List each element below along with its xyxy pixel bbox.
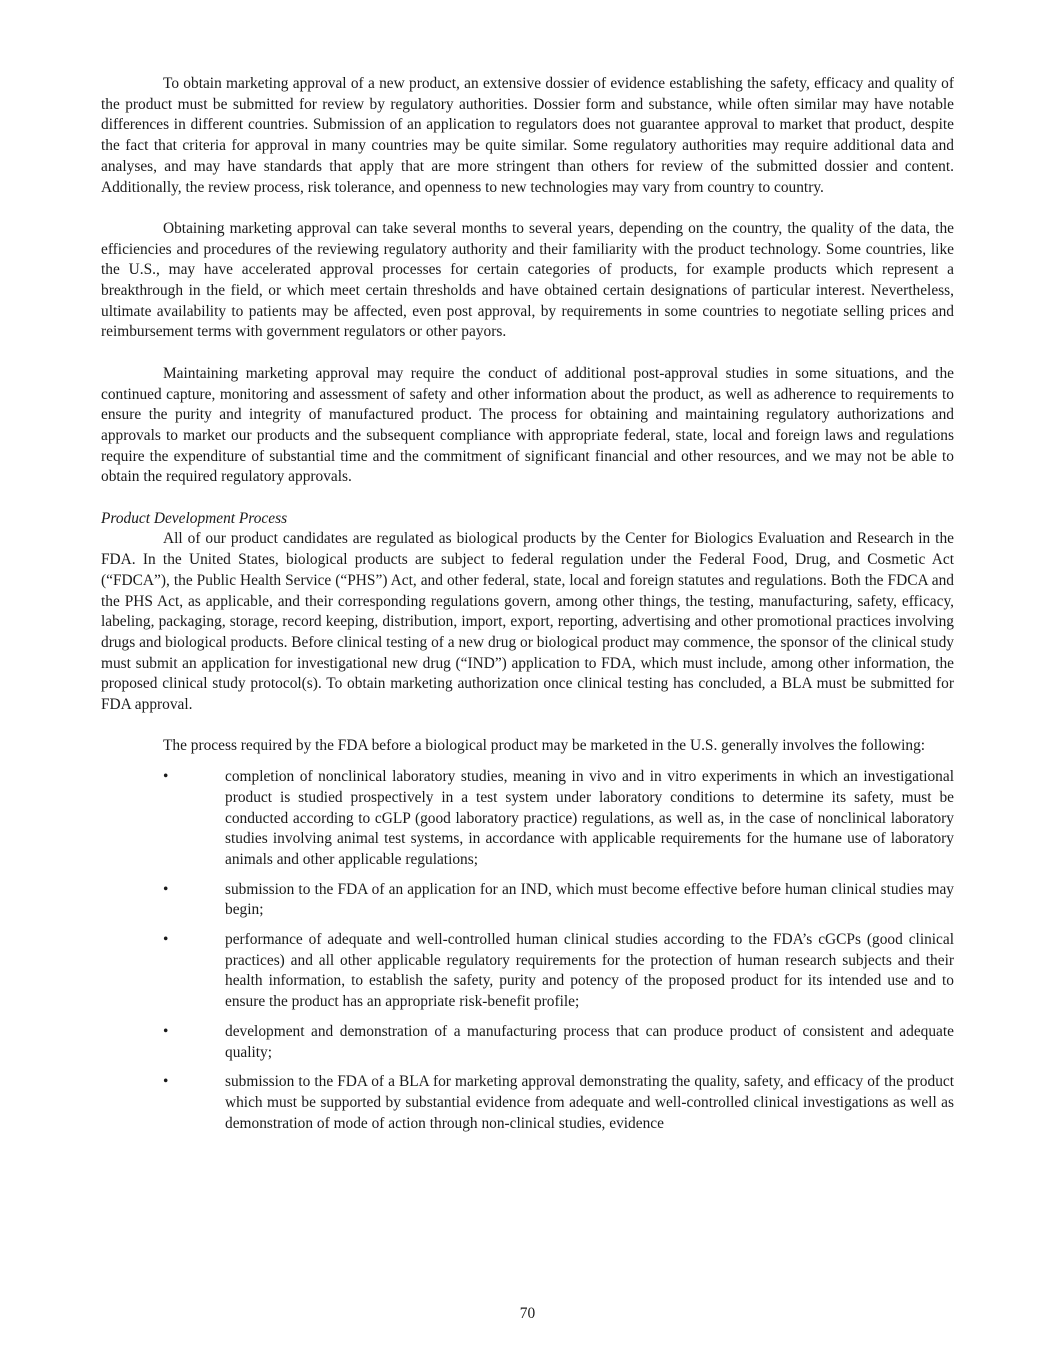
list-item [101,1072,954,1134]
bullet-icon: • [163,768,169,786]
document-page [101,74,954,1143]
bullet-icon: • [163,880,169,898]
paragraph-process-intro: The process required by the FDA before a biological product may be marketed in the U.S. generally involves the following: [163,737,926,755]
bullet-icon: • [163,931,169,949]
list-item [101,930,954,1013]
paragraph-marketing-approval-dossier: To obtain marketing approval of a new product, an extensive dossier of evidence establishing the safety, efficacy and quality of the product must be submitted for review by regulatory authorities. Dossier form and substance, while often similar may have notable differences in different countries. Submission of an application to regulators does not guarantee approval to market that product, despite the fact that criteria for approval in many countries may be quite similar. Some regulatory authorities may require additional data and analyses, and may have standards that apply that are more stringent than others for review of the submitted dossier and content. Additionally, the review process, risk tolerance, and openness to new technologies may vary from country to country. [101,75,954,196]
list-item-text: submission to the FDA of an application for an IND, which must become effective before human clinical studies may begin; [225,880,954,919]
list-item-text: development and demonstration of a manufacturing process that can produce product of consistent and adequate quality; [225,1022,954,1061]
list-item-text: completion of nonclinical laboratory studies, meaning in vivo and in vitro experiments in which an investigational product is studied prospectively in a test system under laboratory conditions to determine its safety, must be conducted according to cGLP (good laboratory practice) regulations, as well as, in the case of nonclinical laboratory studies involving animal test systems, in accordance with applicable requirements for the humane use of laboratory animals and other applicable regulations; [225,768,954,868]
page-number: 70 [519,1305,536,1322]
list-item-text: performance of adequate and well-controlled human clinical studies according to the FDA’s cGCPs (good clinical practices) and all other applicable regulatory requirements for the protection of human research subjects and their health information, to establish the safety, purity and potency of the proposed product for its intended use and to ensure the product has an appropriate risk-benefit profile; [225,931,954,1011]
process-steps-list [101,767,954,1134]
bullet-icon: • [163,1073,169,1091]
list-item [101,1022,954,1063]
list-item [101,767,954,871]
bullet-icon: • [163,1022,169,1040]
section-heading: Product Development Process [101,509,288,527]
paragraph-approval-timing: Obtaining marketing approval can take several months to several years, depending on the country, the quality of the data, the efficiencies and procedures of the reviewing regulatory authority and their familiarity with the product technology. Some countries, like the U.S., may have accelerated approval processes for certain categories of products, for example products which represent a breakthrough in the field, or which meet certain thresholds and have obtained certain designations of particular interest. Nevertheless, ultimate availability to patients may be affected, even post approval, by requirements in some countries to negotiate selling prices and reimbursement terms with government regulators or other payors. [101,219,954,341]
list-item-text: submission to the FDA of a BLA for marketing approval demonstrating the quality, safety, and efficacy of the product which must be supported by substantial evidence from adequate and well-controlled clinical investigations as well as demonstration of mode of action through non-clinical studies, evidence [225,1073,954,1132]
paragraph-maintaining-approval: Maintaining marketing approval may require the conduct of additional post-approval studies in some situations, and the continued capture, monitoring and assessment of safety and other information about the product, as well as adherence to requirements to ensure the purity and integrity of manufactured product. The process for obtaining and maintaining regulatory authorizations and approvals to market our products and the subsequent compliance with appropriate federal, state, local and foreign laws and regulations require the expenditure of substantial time and the commitment of significant financial and other resources, and we may not be able to obtain the required regulatory approvals. [101,364,954,486]
list-item [101,880,954,921]
paragraph-product-regulation: All of our product candidates are regulated as biological products by the Center for Biologics Evaluation and Research in the FDA. In the United States, biological products are subject to federal regulation under the Federal Food, Drug, and Cosmetic Act (“FDCA”), the Public Health Service (“PHS”) Act, and other federal, state, local and foreign statutes and regulations. Both the FDCA and the PHS Act, as applicable, and their corresponding regulations govern, among other things, the testing, manufacturing, safety, efficacy, labeling, packaging, storage, record keeping, distribution, import, export, reporting, advertising and other promotional practices involving drugs and biological products. Before clinical testing of a new drug or biological product may commence, the sponsor of the clinical study must submit an application for investigational new drug (“IND”) application to FDA, which must include, among other information, the proposed clinical study protocol(s). To obtain marketing authorization once clinical testing has concluded, a BLA must be submitted for FDA approval. [101,530,954,714]
